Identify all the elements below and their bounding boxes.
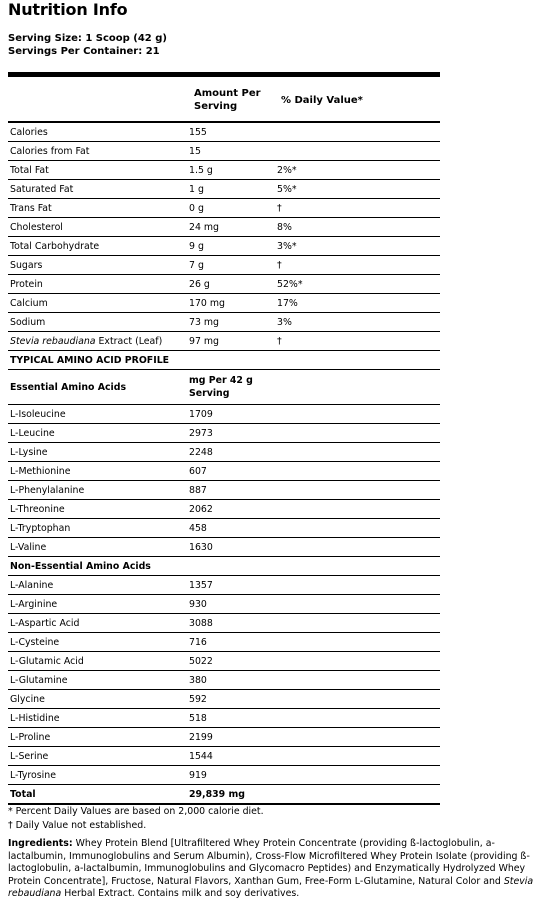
- mg-per-serving-header: [187, 370, 440, 405]
- stevia-italic: Stevia rebaudiana: [10, 335, 96, 347]
- amino-row: [8, 481, 440, 500]
- dagger-footnote: † Daily Value not established.: [8, 820, 147, 831]
- nutrient-name: Total Fat: [8, 161, 187, 180]
- amino-amount: 2199: [187, 728, 440, 747]
- nutrition-table: [8, 123, 440, 805]
- total-amount: 29,839 mg: [187, 785, 440, 805]
- ingredients-text-2: Herbal Extract. Contains milk and soy derivatives.: [61, 888, 300, 899]
- total-label: Total: [8, 785, 187, 805]
- amino-amount: 887: [187, 481, 440, 500]
- ingredients-text-1: Whey Protein Blend [Ultrafiltered Whey Protein Concentrate (providing ß-lactoglobulin, a-lactalbumin, Immunoglobulins and Serum Albumin), Cross-Flow Microfiltered Whey Protein Isolate (providing ß-lactoglobulin, a-lactalbumin, Immunoglobulins and Glycomacro Peptides) and Enzymatically Hydrolyzed Whey Protein Concentrate], Fructose, Natural Flavors, Xanthan Gum, Free-Form L-Glutamine, Natural Color and: [8, 838, 530, 887]
- nutrient-name: Saturated Fat: [8, 180, 187, 199]
- amino-amount: 2248: [187, 443, 440, 462]
- amino-amount: 1709: [187, 405, 440, 424]
- nutrient-row: [8, 237, 440, 256]
- amino-name: L-Proline: [8, 728, 187, 747]
- amino-row: [8, 462, 440, 481]
- nutrient-row: [8, 313, 440, 332]
- nutrient-name: Sugars: [8, 256, 187, 275]
- amino-profile-title: TYPICAL AMINO ACID PROFILE: [8, 351, 440, 370]
- amino-name: L-Isoleucine: [8, 405, 187, 424]
- amino-amount: 1357: [187, 576, 440, 595]
- amount-header-line1: Amount Per: [194, 88, 261, 99]
- nutrient-name: Calories from Fat: [8, 142, 187, 161]
- nutrient-name: Total Carbohydrate: [8, 237, 187, 256]
- amino-amount: 5022: [187, 652, 440, 671]
- amino-row: [8, 728, 440, 747]
- amino-name: L-Serine: [8, 747, 187, 766]
- nutrient-dv: 52%*: [275, 275, 440, 294]
- amino-amount: 518: [187, 709, 440, 728]
- nutrient-dv: 8%: [275, 218, 440, 237]
- total-row: [8, 785, 440, 805]
- amino-name: L-Valine: [8, 538, 187, 557]
- nutrient-dv: 2%*: [275, 161, 440, 180]
- essential-heading: Essential Amino Acids: [8, 370, 187, 405]
- amino-amount: 2973: [187, 424, 440, 443]
- nutrient-dv: [275, 142, 440, 161]
- nutrient-name: [8, 332, 187, 351]
- nutrient-amount: 15: [187, 142, 275, 161]
- nutrient-amount: 1.5 g: [187, 161, 275, 180]
- nutrient-amount: 7 g: [187, 256, 275, 275]
- amino-name: L-Glutamine: [8, 671, 187, 690]
- nutrient-row: [8, 275, 440, 294]
- nutrient-amount: 170 mg: [187, 294, 275, 313]
- amino-row: [8, 595, 440, 614]
- nutrient-name: Calcium: [8, 294, 187, 313]
- nutrient-dv: 3%*: [275, 237, 440, 256]
- amino-row: [8, 690, 440, 709]
- amino-name: L-Threonine: [8, 500, 187, 519]
- amino-row: [8, 576, 440, 595]
- nutrient-row: [8, 161, 440, 180]
- mg-header-line1: mg Per 42 g: [189, 375, 253, 386]
- essential-heading-row: [8, 370, 440, 405]
- nutrient-row: [8, 180, 440, 199]
- amino-row: [8, 766, 440, 785]
- amino-amount: 458: [187, 519, 440, 538]
- non-essential-heading: Non-Essential Amino Acids: [8, 557, 440, 576]
- servings-per-container: Servings Per Container: 21: [8, 46, 160, 57]
- stevia-rest: Extract (Leaf): [95, 335, 163, 347]
- dv-footnote: * Percent Daily Values are based on 2,000 calorie diet.: [8, 806, 264, 817]
- nutrient-row: [8, 199, 440, 218]
- amino-row: [8, 747, 440, 766]
- amino-amount: 716: [187, 633, 440, 652]
- amino-amount: 919: [187, 766, 440, 785]
- amino-name: L-Aspartic Acid: [8, 614, 187, 633]
- nutrient-dv: †: [275, 256, 440, 275]
- nutrient-amount: 24 mg: [187, 218, 275, 237]
- amino-name: L-Phenylalanine: [8, 481, 187, 500]
- nutrient-name: Cholesterol: [8, 218, 187, 237]
- amino-name: L-Histidine: [8, 709, 187, 728]
- nutrient-amount: 73 mg: [187, 313, 275, 332]
- amino-name: L-Glutamic Acid: [8, 652, 187, 671]
- nutrient-dv: †: [275, 199, 440, 218]
- nutrient-dv: 17%: [275, 294, 440, 313]
- nutrient-name: Sodium: [8, 313, 187, 332]
- amino-name: L-Lysine: [8, 443, 187, 462]
- nutrient-amount: 1 g: [187, 180, 275, 199]
- non-essential-heading-row: [8, 557, 440, 576]
- amino-name: L-Tryptophan: [8, 519, 187, 538]
- nutrient-name: Calories: [8, 123, 187, 142]
- amount-per-serving-header: [194, 87, 261, 113]
- nutrient-name: Trans Fat: [8, 199, 187, 218]
- nutrient-row: [8, 218, 440, 237]
- nutrient-amount: 26 g: [187, 275, 275, 294]
- nutrient-dv: 5%*: [275, 180, 440, 199]
- amino-amount: 2062: [187, 500, 440, 519]
- amino-amount: 380: [187, 671, 440, 690]
- amino-row: [8, 709, 440, 728]
- amount-header-line2: Serving: [194, 101, 238, 112]
- nutrient-amount: 155: [187, 123, 275, 142]
- amino-profile-title-row: [8, 351, 440, 370]
- amino-amount: 3088: [187, 614, 440, 633]
- amino-row: [8, 500, 440, 519]
- amino-row: [8, 405, 440, 424]
- serving-size: Serving Size: 1 Scoop (42 g): [8, 33, 167, 44]
- amino-name: L-Arginine: [8, 595, 187, 614]
- amino-amount: 930: [187, 595, 440, 614]
- ingredients-label: Ingredients:: [8, 838, 73, 849]
- amino-row: [8, 671, 440, 690]
- amino-row: [8, 519, 440, 538]
- amino-amount: 1630: [187, 538, 440, 557]
- amino-row: [8, 652, 440, 671]
- daily-value-header: % Daily Value*: [281, 95, 363, 106]
- amino-row: [8, 443, 440, 462]
- amino-amount: 1544: [187, 747, 440, 766]
- nutrient-row: [8, 332, 440, 351]
- nutrient-dv: 3%: [275, 313, 440, 332]
- amino-row: [8, 614, 440, 633]
- nutrient-amount: 9 g: [187, 237, 275, 256]
- ingredients-stevia: Stevia rebaudiana: [8, 875, 534, 899]
- page-title: Nutrition Info: [8, 0, 128, 19]
- amino-row: [8, 424, 440, 443]
- nutrient-amount: 0 g: [187, 199, 275, 218]
- amino-amount: 607: [187, 462, 440, 481]
- amino-name: L-Methionine: [8, 462, 187, 481]
- nutrient-row: [8, 142, 440, 161]
- amino-name: Glycine: [8, 690, 187, 709]
- amino-amount: 592: [187, 690, 440, 709]
- amino-name: L-Tyrosine: [8, 766, 187, 785]
- nutrient-amount: 97 mg: [187, 332, 275, 351]
- nutrient-name: Protein: [8, 275, 187, 294]
- amino-name: L-Cysteine: [8, 633, 187, 652]
- nutrient-dv: †: [275, 332, 440, 351]
- ingredients: [8, 838, 542, 901]
- amino-row: [8, 633, 440, 652]
- nutrient-row: [8, 256, 440, 275]
- nutrient-row: [8, 294, 440, 313]
- amino-name: L-Leucine: [8, 424, 187, 443]
- thick-divider: [8, 72, 440, 77]
- nutrient-dv: [275, 123, 440, 142]
- amino-name: L-Alanine: [8, 576, 187, 595]
- amino-row: [8, 538, 440, 557]
- nutrient-row: [8, 123, 440, 142]
- mg-header-line2: Serving: [189, 388, 230, 399]
